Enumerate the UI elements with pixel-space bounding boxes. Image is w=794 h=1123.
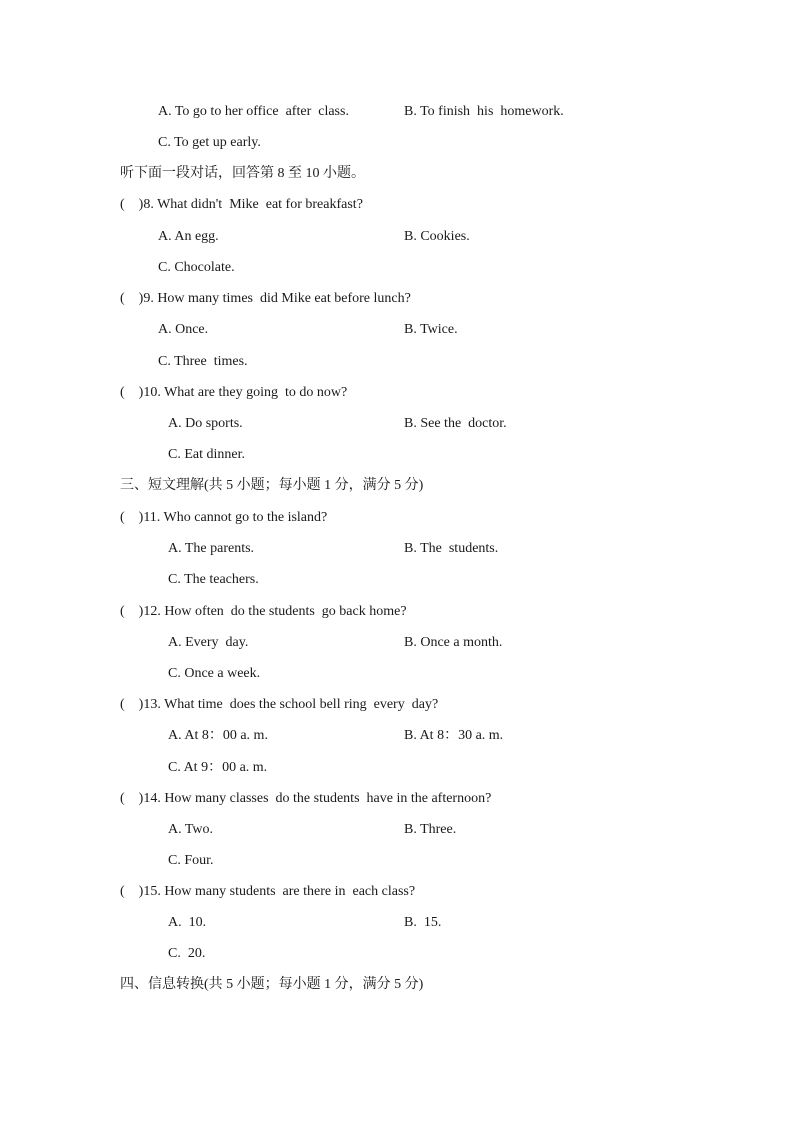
option-c: C. 20. [168, 946, 206, 961]
section-title: 四、信息转换(共 5 小题；每小题 1 分，满分 5 分) [120, 977, 424, 992]
option-c: C. To get up early. [158, 135, 261, 150]
option-a: A. The parents. [168, 541, 255, 556]
option-a: A. Do sports. [168, 416, 243, 431]
option-a: A. 10. [168, 915, 207, 930]
option-b: B. Three. [404, 822, 457, 837]
question-stem: ( )11. Who cannot go to the island? [120, 510, 328, 525]
option-a: A. To go to her office after class. [158, 104, 349, 119]
option-a: A. Once. [158, 322, 209, 337]
question-stem: ( )9. How many times did Mike eat before lunch? [120, 291, 411, 306]
option-c: C. Once a week. [168, 666, 261, 681]
option-b: B. Once a month. [404, 635, 503, 650]
option-c: C. Three times. [158, 354, 248, 369]
option-c: C. Four. [168, 853, 214, 868]
question-stem: ( )13. What time does the school bell ring every day? [120, 697, 439, 712]
question-stem: ( )12. How often do the students go back home? [120, 604, 407, 619]
section-title: 三、短文理解(共 5 小题；每小题 1 分，满分 5 分) [120, 478, 424, 493]
question-stem: ( )8. What didn't Mike eat for breakfast? [120, 197, 363, 212]
question-stem: ( )15. How many students are there in each class? [120, 884, 416, 899]
option-a: A. At 8：00 a. m. [168, 728, 268, 743]
option-c: C. The teachers. [168, 572, 259, 587]
option-b: B. The students. [404, 541, 499, 556]
option-c: C. Eat dinner. [168, 447, 245, 462]
option-c: C. Chocolate. [158, 260, 235, 275]
question-stem: ( )10. What are they going to do now? [120, 385, 348, 400]
option-b: B. Cookies. [404, 229, 470, 244]
option-b: B. See the doctor. [404, 416, 507, 431]
question-stem: ( )14. How many classes do the students have in the afternoon? [120, 791, 492, 806]
option-b: B. To finish his homework. [404, 104, 564, 119]
option-c: C. At 9：00 a. m. [168, 760, 268, 775]
option-b: B. 15. [404, 915, 442, 930]
option-a: A. An egg. [158, 229, 219, 244]
section-instruction: 听下面一段对话，回答第 8 至 10 小题。 [120, 166, 365, 181]
option-a: A. Every day. [168, 635, 249, 650]
option-a: A. Two. [168, 822, 214, 837]
option-b: B. Twice. [404, 322, 458, 337]
option-b: B. At 8：30 a. m. [404, 728, 504, 743]
